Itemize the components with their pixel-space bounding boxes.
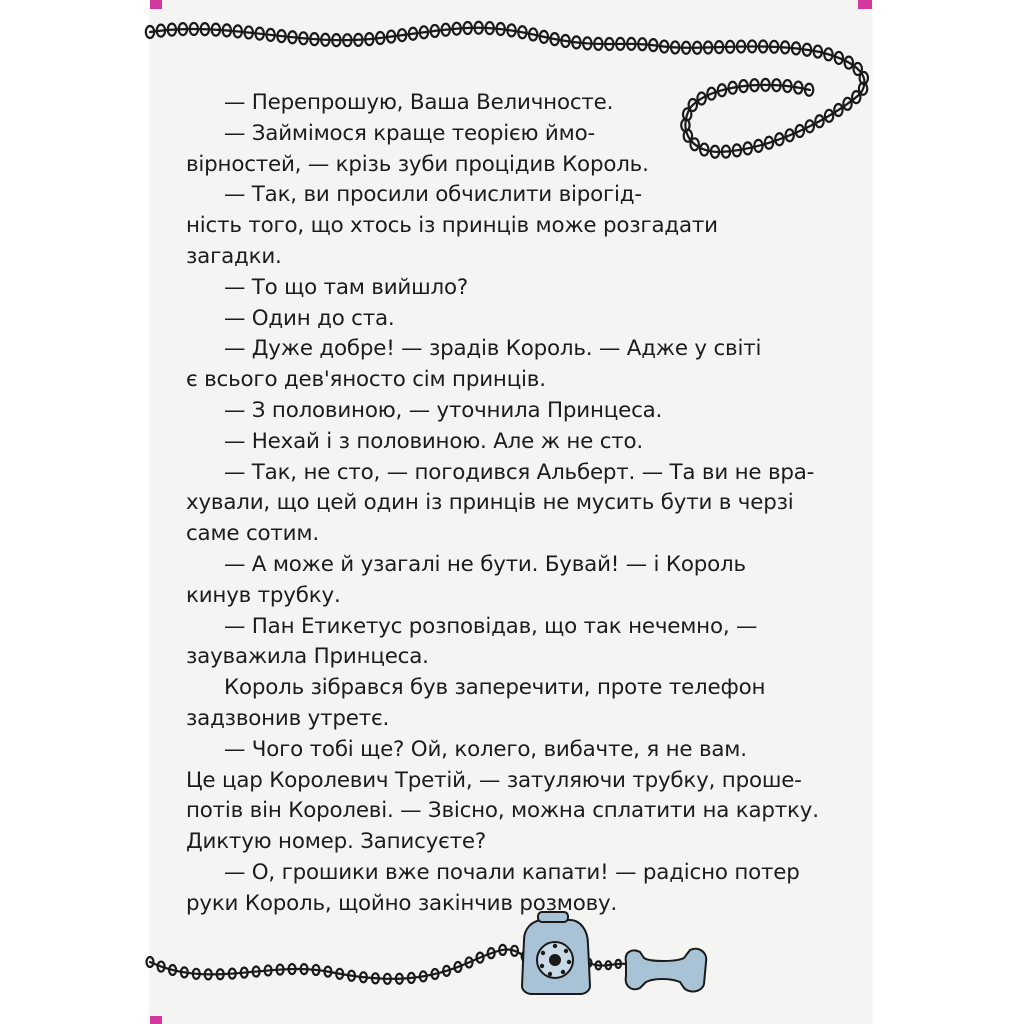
text-line: — З половиною, — уточнила Принцеса. [224,397,663,423]
text-line: хували, що цей один із принців не мусить бути в черзі [186,490,794,516]
text-line: зауважила Принцеса. [186,644,429,670]
text-line: саме сотим. [186,521,319,547]
text-line: загадки. [186,243,282,269]
text-line: задзвонив утретє. [186,705,390,731]
text-line: — Перепрошую, Ваша Величносте. [224,90,614,115]
text-line: є всього дев'яносто сім принців. [186,367,546,393]
text-line: — Пан Етикетус розповідав, що так нечемно, — [224,613,758,639]
rotary-phone-icon [522,912,706,994]
text-line: — А може й узагалі не бути. Бувай! — і Король [224,551,746,577]
book-text [186,88,819,920]
text-line: — Займімося краще теорією ймо- [224,120,595,146]
text-line: Диктую номер. Записуєте? [186,829,487,855]
text-line: — Дуже добре! — зрадів Король. — Адже у світі [224,336,762,362]
text-line: — Один до ста. [224,305,395,331]
text-line: Це цар Королевич Третій, — затуляючи трубку, проше- [186,767,802,793]
text-line: вірностей, — крізь зуби процідив Король. [186,151,649,177]
text-line: — То що там вийшло? [224,274,468,300]
text-line: — Так, ви просили обчислити вірогід- [224,182,642,208]
text-line: руки Король, щойно закінчив розмову. [186,890,618,916]
text-line: — Чого тобі ще? Ой, колего, вибачте, я не вам. [224,736,747,762]
text-line: потів він Королеві. — Звісно, можна сплатити на картку. [186,798,819,824]
text-line: — Нехай і з половиною. Але ж не сто. [224,428,644,454]
text-line: — О, грошики вже почали капати! — радісно потер [224,859,800,885]
text-line: ність того, що хтось із принців може розгадати [186,213,718,239]
text-line: — Так, не сто, — погодився Альберт. — Та ви не вра- [224,459,815,485]
text-line: кинув трубку. [186,582,341,608]
text-line: Король зібрався був заперечити, проте телефон [224,675,766,701]
